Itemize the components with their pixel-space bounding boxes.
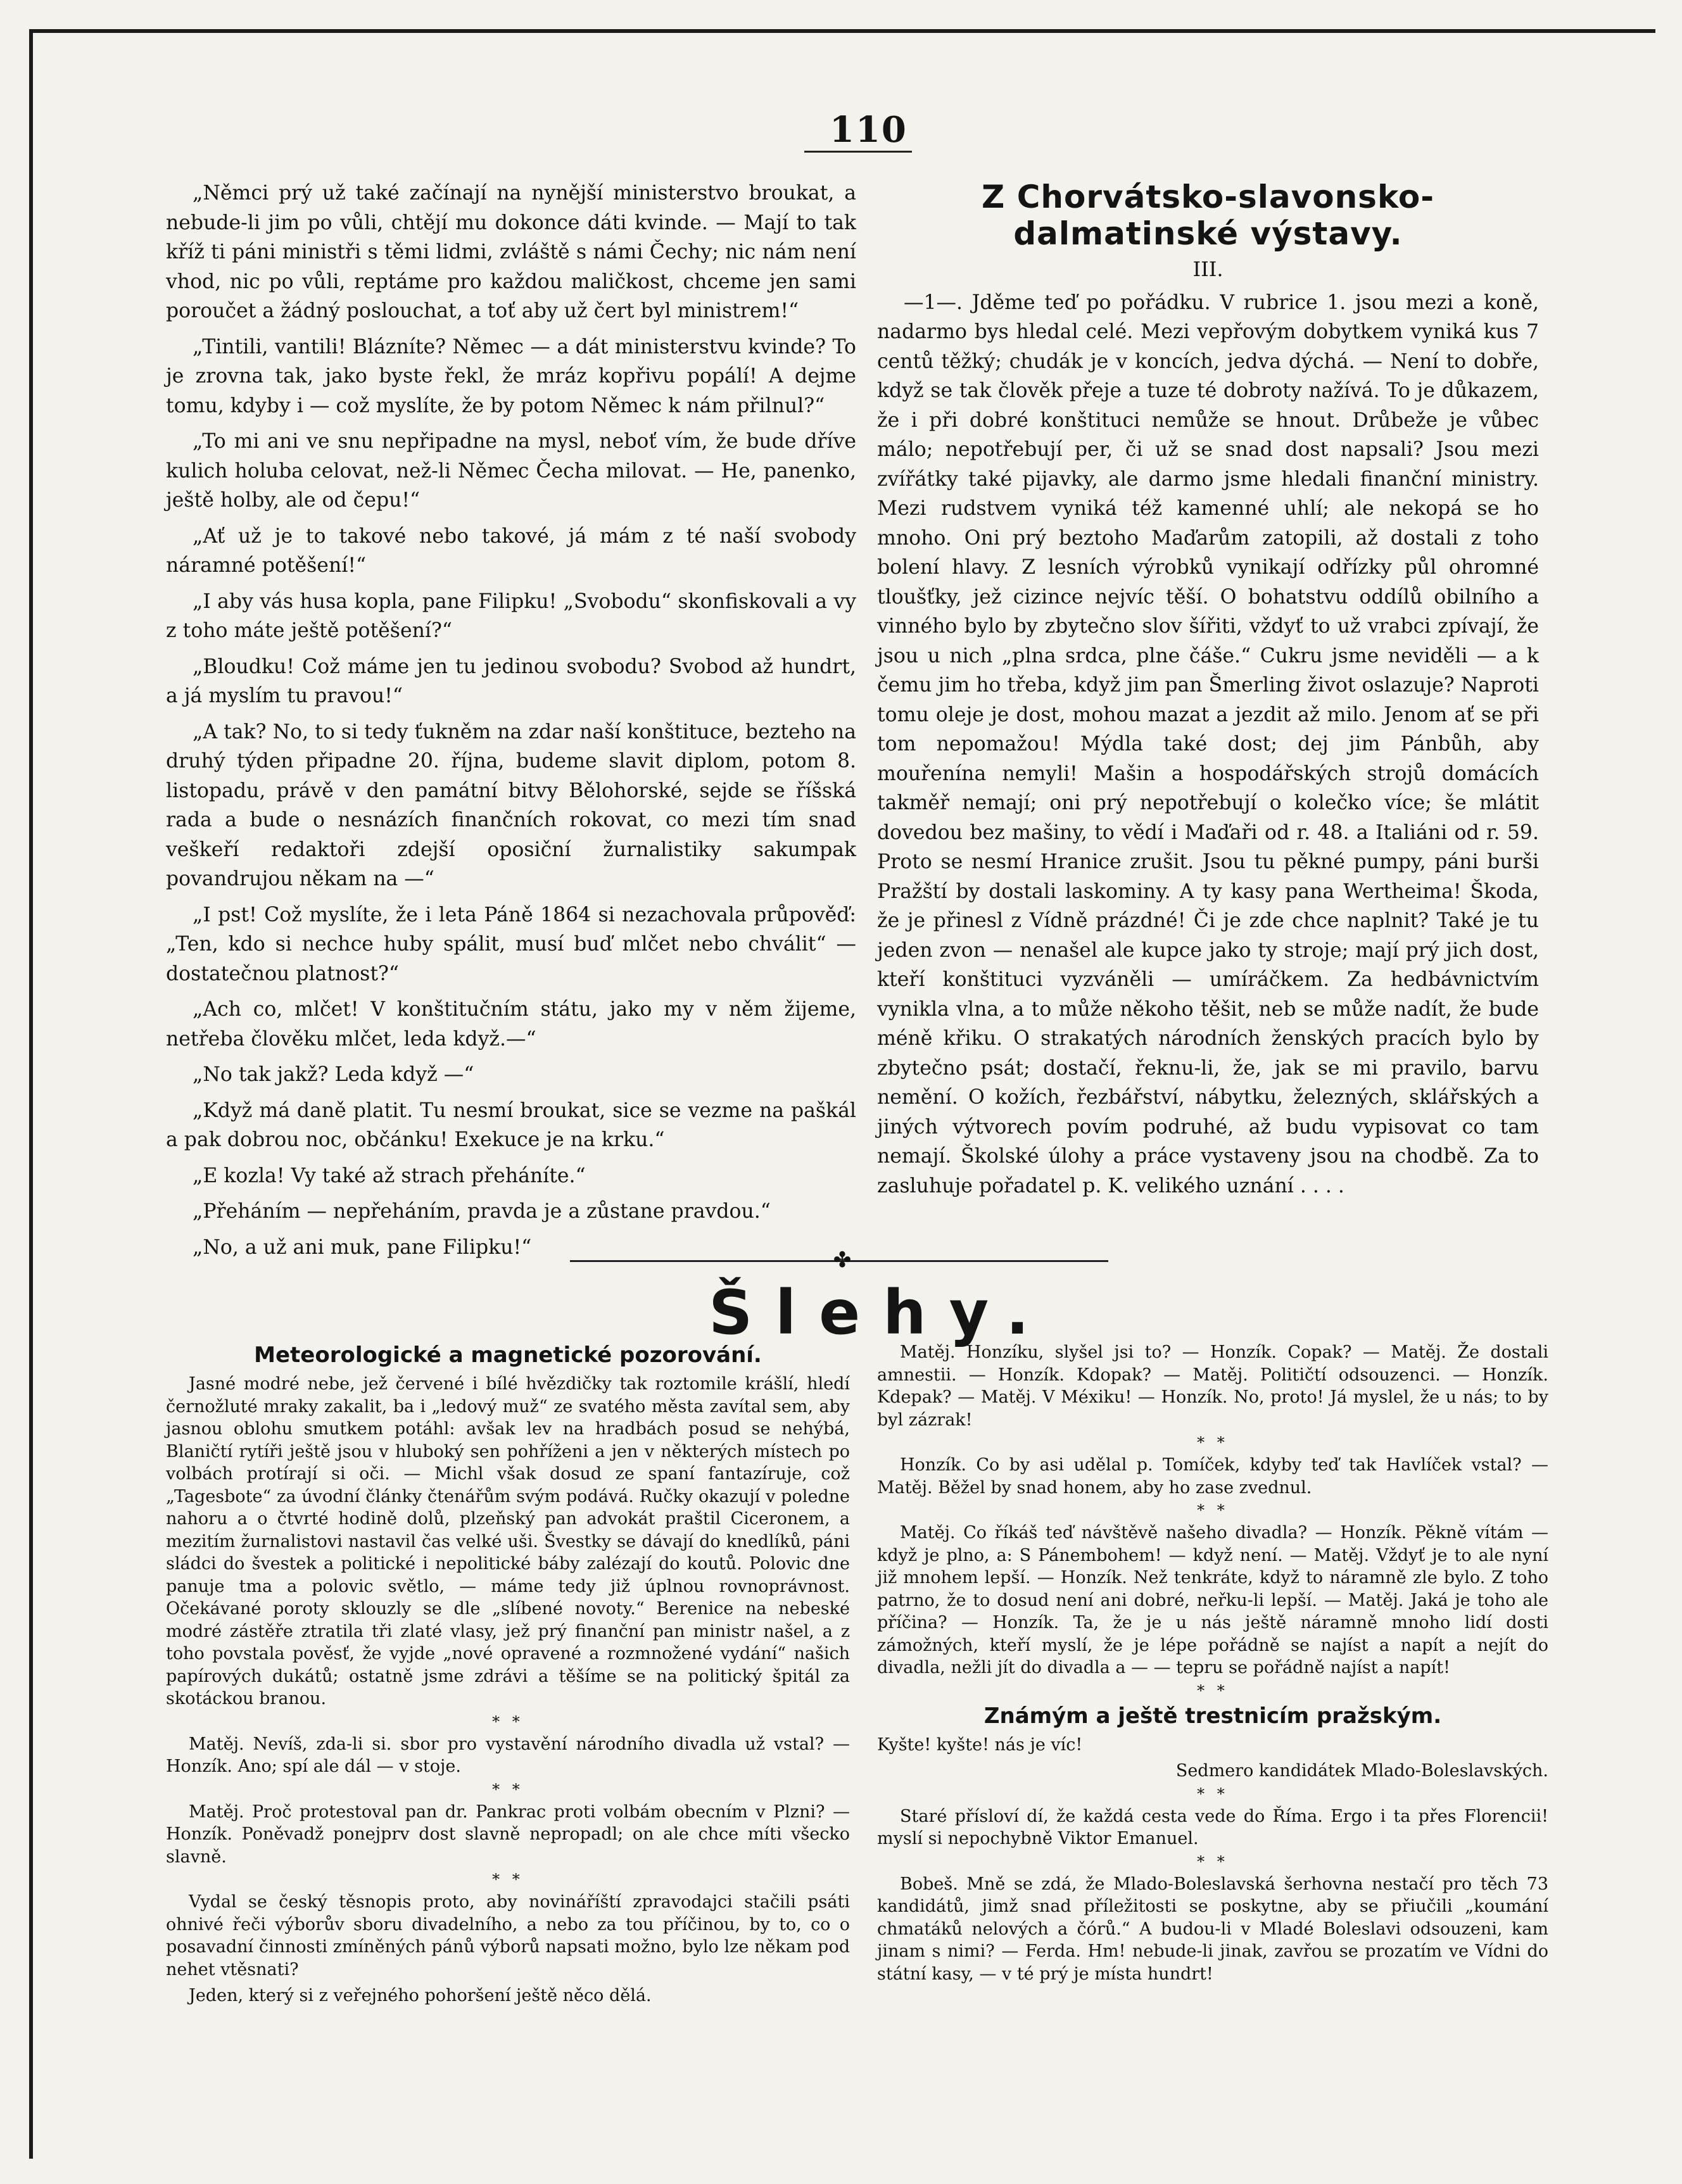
short-item: Matěj. Proč protestoval pan dr. Pankrac proti volbám obecním v Plzni? — Honzík. Poněvadž ponejprv dost slavně nepropadl; on ale chce míti všecko slavně. [166,1802,850,1867]
page-number-rule [804,151,912,153]
dialogue-paragraph: „Němci prý už také začínají na nynější ministerstvo broukat, a nebude-li jim po vůli, chtějí mu dokonce dáti kvinde. — Mají to tak kříž ti páni ministři s těmi lidmi, zvláště s námi Čechy; nic nám není vhod, nic po vůli, reptáme pro každou maličkost, chceme jen sami poroučet a žádný poslouchat, a toť aby už čert byl ministrem!“ [166,182,856,322]
dialogue-paragraph: „I aby vás husa kopla, pane Filipku! „Svobodu“ skonfiskovali a vy z toho máte ještě potěšení?“ [166,590,856,642]
dialogue-paragraph: „Ach co, mlčet! V konštitučním státu, jako my v něm žijeme, netřeba člověku mlčet, leda když.—“ [166,998,856,1051]
short-item: Bobeš. Mně se zdá, že Mlado-Boleslavská šerhovna nestačí pro těch 73 kandidátů, jimž snad příležitosti se poskytne, aby se přiučili „koumání chmatáků nelových a čórů.“ A budou-li v Mladé Boleslavi odsouzeni, kam jinam s nimi? — Ferda. Hm! nebude-li jinak, zavřou se prozatím ve Vídni do státní kasy, — v té prý je místa hundrt! [877,1874,1548,1984]
asterism-separator: * * [1197,1501,1229,1519]
dialogue-paragraph: „To mi ani ve snu nepřipadne na mysl, neboť vím, že bude dříve kulich holuba celovat, než-li Němec Čecha milovat. — He, panenko, ještě holby, ale od čepu!“ [166,430,856,512]
article-title: Z Chorvátsko-slavonsko-dalmatinské výstavy. [982,179,1434,252]
meteorological-paragraph: Jasné modré nebe, jež červené i bílé hvězdičky tak roztomile krášlí, hledí černožluté mraky zakalit, ba i „ledový muž“ ze svatého města zavítal sem, aby jasnou oblohu smutkem potáhl: avšak lev na hradbách posud se nehýbá, Blaničtí rytíři ještě jsou v hluboký sen pohříženi a jen v některých místech po volbách protírají si oči. — Michl však dosud ze spaní fantazíruje, což „Tagesbote“ za úvodní články čtenářům svým podává. Ručky okazují v poledne nahoru a o čtvrté hodině dolů, plzeňský pan advokát praštil Ciceronem, a mezitím žurnalistovi nastavil čas velké uši. Švestky se dávají do knedlíků, páni sládci do švestek a politické i nepolitické báby zalézají do koutů. Polovic dne panuje tma a polovic světlo, — máme tedy již úplnou rovnoprávnost. Očekávané poroty sklouzly se dle „slíbené novoty.“ Berenice na nebeské modré zástěře ztratila tři zlaté vlasy, jež prý finanční pan ministr našel, a z toho povstala pověsť, že vyjde „nové opravené a rozmnožené vydání“ našich papírových dukátů; ostatně jsme zdrávi a těšíme se na politický špitál za skotáckou branou. [166,1374,850,1708]
dialogue-column [166,179,856,1268]
asterism-separator: * * [492,1712,524,1731]
asterism-separator: * * [492,1780,524,1798]
poem-line: Kyšte! kyšte! nás je víc! [877,1734,1083,1755]
article-part-number: III. [1192,257,1224,281]
closing-line: Jeden, který si z veřejného pohoršení ještě něco dělá. [189,1986,652,2005]
poem-signature: Sedmero kandidátek Mlado-Boleslavských. [1175,1761,1548,1781]
exhibition-article [877,179,1539,1207]
divider-ornament: ✤ [833,1247,852,1273]
asterism-separator: * * [1197,1434,1229,1451]
short-item: Staré přísloví dí, že každá cesta vede do Říma. Ergo i ta přes Florencii! myslí si nepochybně Viktor Emanuel. [877,1806,1548,1848]
asterism-separator: * * [1197,1852,1229,1871]
dialogue-paragraph: „Ať už je to takové nebo takové, já mám z té naší svobody náramné potěšení!“ [166,524,856,577]
slehy-right-column [877,1341,1548,1989]
meteorological-heading: Meteorologické a magnetické pozorování. [254,1342,762,1368]
dialogue-paragraph: „No tak jakž? Leda když —“ [193,1063,474,1086]
asterism-separator: * * [492,1871,524,1888]
short-item: Matěj. Honzíku, slyšel jsi to? — Honzík. Copak? — Matěj. Že dostali amnestii. — Honzík. Kdopak? — Matěj. Političtí odsouzenci. — Honzík. Kdepak? — Matěj. V Méxiku! — Honzík. No, proto! Já myslel, že u nás; to by byl zázrak! [877,1342,1548,1430]
dialogue-paragraph: „No, a už ani muk, pane Filipku!“ [193,1235,532,1259]
article-paragraph: —1—. Jděme teď po pořádku. V rubrice 1. jsou mezi a koně, nadarmo bys hledal celé. Mezi vepřovým dobytkem vyniká kus 7 centů těžký; chudák je v koncích, jedva dýchá. — Není to dobře, když se tak člověk přeje a tuze té dobroty nažívá. To je důkazem, že i při dobré konštituci nemůže se hnout. Drůbeže je vůbec málo; nepotřebují per, či už se snad dost napsali? Jsou mezi zvířátky také pijavky, ale darmo jsme hledali finanční ministry. Mezi rudstvem vyniká též kamenné uhlí; ale nekopá se ho mnoho. Oni prý beztoho Maďarům zatopili, až dostali z toho bolení hlavy. Z lesních výrobků vynikají odřízky půl ohromné tloušťky, jež cizince nejvíc těší. O bohatstvu oddílů obilního a vinného bylo by zbytečno slov šířiti, vždyť to už vrabci zpívají, že jsou u nich „plna srdca, plne čáše.“ Cukru jsme neviděli — a k čemu jim ho třeba, když jim pan Šmerling život oslazuje? Naproti tomu oleje je dost, mohou mazat a jezdit až milo. Jenom ať se při tom nepomažou! Mýdla také dost; dej jim Pánbůh, aby mouřenína nemyli! Mašin a hospodářských strojů domácích takměř nemají; oni prý nepotřebují o kolečko více; še mlátit dovedou bez mašiny, to vědí i Maďaři od r. 48. a Italiáni od r. 59. Proto se nesmí Hranice zrušit. Jsou tu pěkné pumpy, páni burši Pražští by dostali laskominy. A ty kasy pana Wertheima! Škoda, že je přinesl z Vídně prázdné! Či je zde chce naplnit? Také je tu jeden zvon — nenašel ale kupce jako ty stroje; mají prý jich dost, kteří konštituci vyzváněli — umíráčkem. Za hedbávnictvím vynikla vlna, a to může někoho těšit, neb se může nadít, že bude méně křiku. O strakatých národních ženských pracích bylo by zbytečno psát; dostačí, řeknu-li, že, jak se mi pravilo, barvu nemění. O kožích, řezbářství, nábytku, železných, sklářských a jiných výtvorech povím podruhé, až budu vypisovat co tam nemají. Školské úlohy a práce vystaveny jsou na chodbě. Za to zasluhuje pořadatel p. K. velikého uznání . . . . [877,291,1539,1197]
dialogue-paragraph: „I pst! Což myslíte, že i leta Páně 1864 si nezachovala průpověď: „Ten, kdo si nechce huby spálit, musí buď mlčet nebo chválit“ — dostatečnou platnost?“ [166,903,856,985]
asterism-separator: * * [1197,1784,1229,1803]
short-item: Matěj. Co říkáš teď návštěvě našeho divadla? — Honzík. Pěkně vítám — když je plno, a: S Pánembohem! — když není. — Matěj. Vždyť je to ale nyní již mnohem lepší. — Honzík. Než tenkráte, když to náramně zle bylo. Z toho patrno, že to dosud není ani dobré, neřku-li lepší. — Matěj. Jaká je toho ale příčina? — Honzík. Ta, že je u nás ještě náramně mnoho lidí dosti zámožných, kteří myslí, že je lépe pořádně se najíst a napít a nejít do divadla, nežli jít do divadla a — — tepru se pořádně najíst a napít! [877,1523,1548,1677]
section-heading-slehy: Šlehy. [709,1277,1052,1348]
short-item: Vydal se český těsnopis proto, aby novináříští zpravodajci stačili psáti ohnivé řeči výborův sboru divadelního, a nebo za tou příčinou, by to, co o posavadní činnosti zmíněných pánů výborů napsati možno, bylo lze někam pod nehet vtěsnati? [166,1892,850,1979]
dialogue-paragraph: „Tintili, vantili! Blázníte? Němec — a dát ministerstvu kvinde? To je zrovna tak, jako byste řekl, že mráz kopřivu popálí! A dejme tomu, kdyby i — což myslíte, že by potom Němec k nám přilnul?“ [166,335,856,417]
slehy-left-column [166,1341,850,2011]
dialogue-paragraph: „Když má daně platit. Tu nesmí broukat, sice se vezme na paškál a pak dobrou noc, občánku! Exekuce je na krku.“ [166,1099,856,1151]
page-number: 110 [830,109,907,151]
dialogue-paragraph: „Bloudku! Což máme jen tu jedinou svobodu? Svobod až hundrt, a já myslím tu pravou!“ [166,655,856,707]
dialogue-paragraph: „A tak? No, to si tedy ťukněm na zdar naší konštituce, bezteho na druhý týden připadne 20. října, budeme slavit diplom, potom 8. listopadu, právě v den památní bitvy Bělohorské, sejde se říšská rada a bude o nesnázích finančních rokovat, co mezi tím snad veškeří redaktoři zdejší oposiční žurnalistiky sakumpak povandrujou někam na —“ [166,720,856,890]
asterism-separator: * * [1197,1681,1229,1700]
dialogue-paragraph: „E kozla! Vy také až strach přeháníte.“ [193,1164,586,1187]
poem-heading: Známým a ještě trestnicím pražským. [983,1703,1442,1729]
short-item: Matěj. Nevíš, zda-li si. sbor pro vystavění národního divadla už vstal? — Honzík. Ano; spí ale dál — v stoje. [166,1734,850,1776]
short-item: Honzík. Co by asi udělal p. Tomíček, kdyby teď tak Havlíček vstal? — Matěj. Běžel by snad honem, aby ho zase zvednul. [877,1455,1548,1498]
dialogue-paragraph: „Přeháním — nepřeháním, pravda je a zůstane pravdou.“ [193,1200,771,1223]
